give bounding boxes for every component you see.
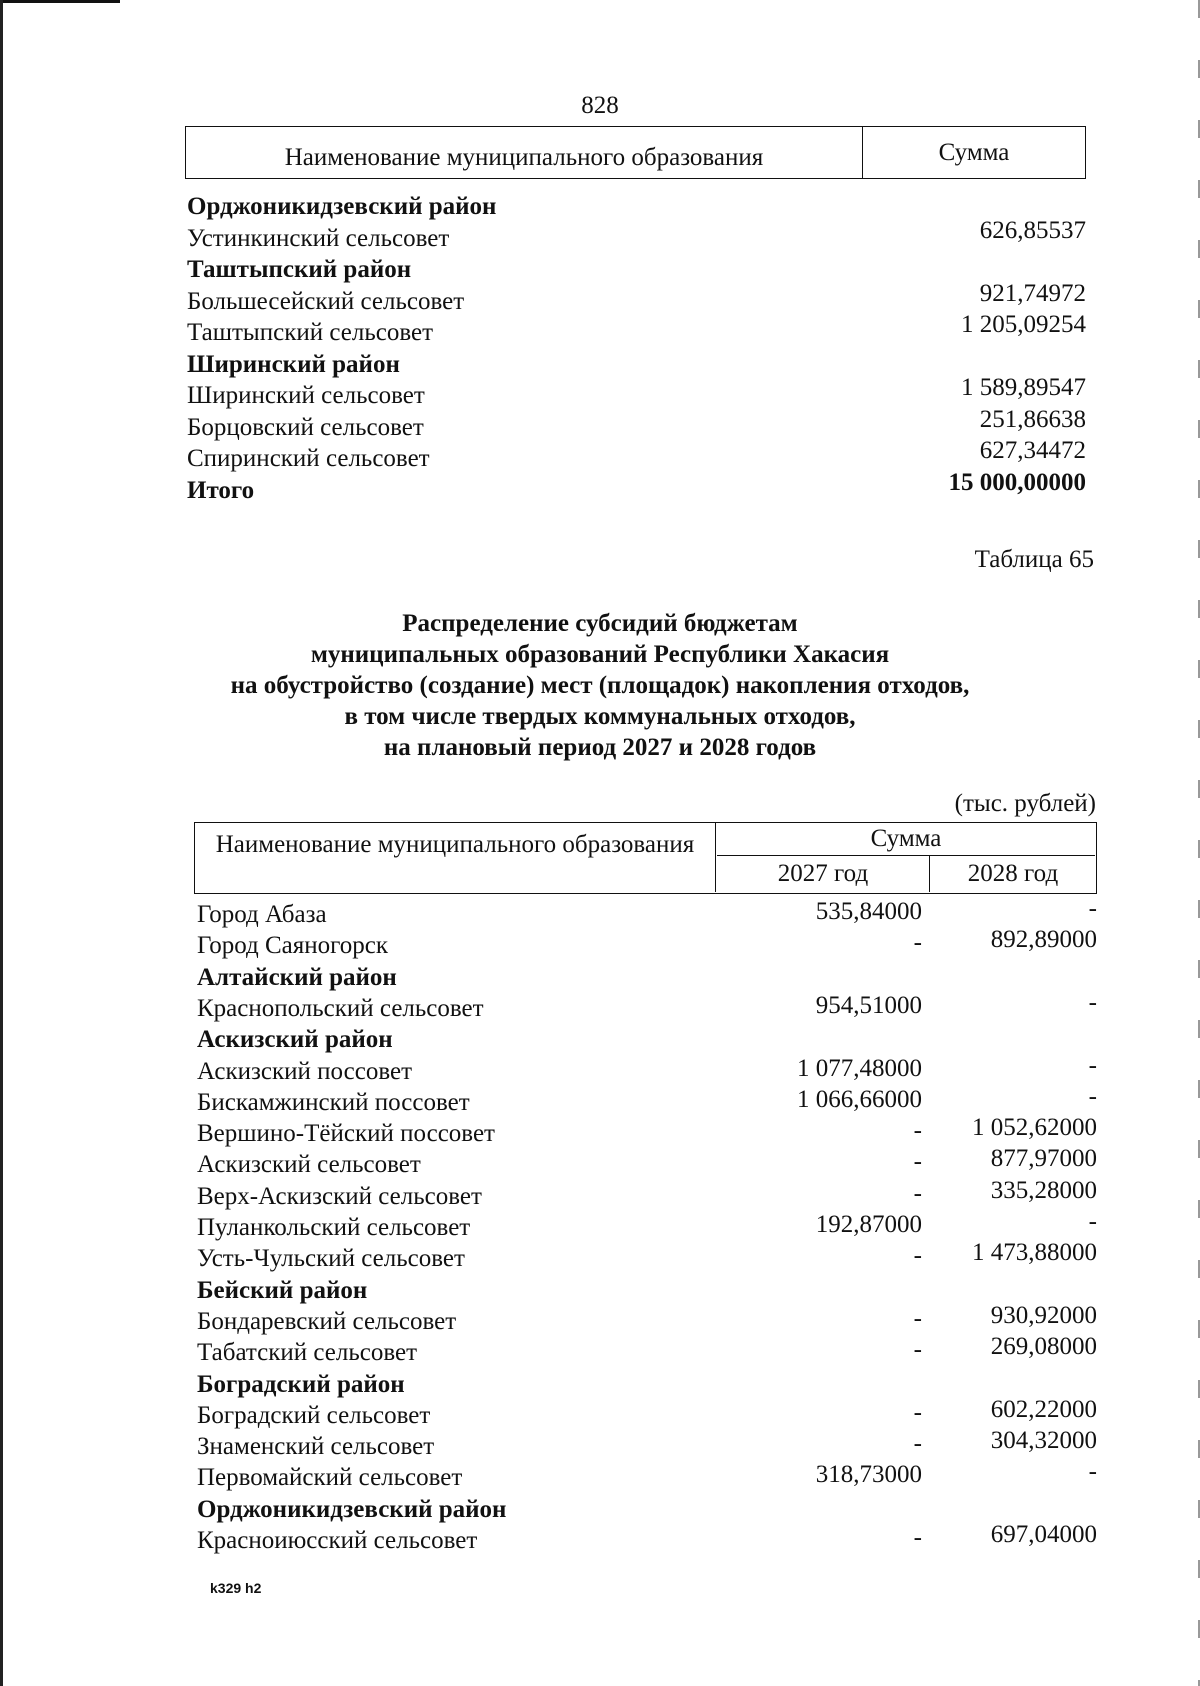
- district-heading: Таштыпский район: [187, 256, 412, 283]
- table2-header-sum: Сумма: [717, 823, 1095, 856]
- table-row-name: Табатский сельсовет: [197, 1339, 418, 1367]
- table-row-name: Борцовский сельсовет: [187, 413, 424, 441]
- table-row-name: Верх-Аскизский сельсовет: [197, 1182, 482, 1210]
- value-2027: 535,84000: [815, 898, 922, 925]
- table-row-name: Вершино-Тёйский поссовет: [197, 1120, 495, 1148]
- district-heading: Алтайский район: [197, 963, 397, 991]
- scan-edge-top: [0, 0, 120, 3]
- value-2027: -: [913, 1117, 922, 1145]
- table-row-name: Бискамжинский поссовет: [197, 1088, 470, 1116]
- table-row-name: Пуланкольский сельсовет: [197, 1214, 471, 1241]
- value-2027: -: [913, 1524, 922, 1551]
- district-heading: Ширинский район: [187, 350, 400, 378]
- value-2028: 892,89000: [990, 926, 1097, 954]
- value-2027: -: [913, 1304, 922, 1332]
- table-row-name: Таштыпский сельсовет: [187, 319, 433, 346]
- table2-header: [194, 822, 1097, 894]
- value-2027: -: [913, 1430, 922, 1458]
- table-row-name: Устинкинский сельсовет: [187, 224, 450, 252]
- table-row-name: Спиринский сельсовет: [187, 445, 430, 472]
- table-row-name: Боградский сельсовет: [197, 1401, 431, 1429]
- district-heading: Итого: [187, 476, 255, 504]
- scan-edge-left: [0, 0, 3, 1686]
- district-heading: Боградский район: [197, 1370, 405, 1398]
- value-2027: -: [913, 1398, 922, 1426]
- table-row-value: 627,34472: [979, 437, 1086, 464]
- value-2028: 1 052,62000: [972, 1114, 1097, 1142]
- value-2028: 304,32000: [990, 1427, 1097, 1455]
- value-2027: 192,87000: [815, 1211, 922, 1238]
- district-heading: Аскизский район: [197, 1026, 393, 1054]
- value-2027: -: [913, 1242, 922, 1270]
- table1-header-sum: Сумма: [938, 138, 1010, 166]
- value-2028: -: [1088, 895, 1097, 922]
- table-label: Таблица 65: [974, 546, 1094, 573]
- table-row-value: 626,85537: [979, 216, 1086, 244]
- title-line: на обустройство (создание) мест (площадок) накопления отходов,: [230, 672, 970, 699]
- value-2027: 1 066,66000: [797, 1085, 922, 1113]
- district-heading: Орджоникидзевский район: [187, 193, 497, 220]
- table-row-name: Знаменский сельсовет: [197, 1433, 435, 1461]
- value-2027: -: [913, 929, 922, 957]
- title-line: на плановый период 2027 и 2028 годов: [383, 734, 817, 761]
- table-row-name: Красноиюсский сельсовет: [197, 1527, 478, 1554]
- table-row-value: 1 589,89547: [961, 374, 1086, 401]
- table-row-name: Аскизский поссовет: [197, 1057, 413, 1085]
- value-2027: -: [913, 1336, 922, 1364]
- value-2028: 697,04000: [990, 1521, 1097, 1548]
- value-2028: 930,92000: [990, 1301, 1097, 1329]
- value-2027: -: [913, 1148, 922, 1176]
- table1-header: [185, 126, 1086, 179]
- title-line: муниципальных образований Республики Хакасия: [310, 641, 890, 668]
- table2-header-name: Наименование муниципального образования: [195, 823, 716, 892]
- title-line: в том числе твердых коммунальных отходов,: [344, 703, 856, 730]
- table1-header-name: Наименование муниципального образования: [186, 127, 863, 178]
- district-heading: Бейский район: [197, 1276, 368, 1304]
- table-title: [0, 608, 1200, 763]
- table-row-name: Большесейский сельсовет: [187, 287, 465, 315]
- value-2028: 335,28000: [990, 1176, 1097, 1204]
- table-row-name: Город Абаза: [197, 901, 327, 928]
- table-row-value: 251,86638: [979, 405, 1086, 433]
- table-row-name: Усть-Чульский сельсовет: [197, 1245, 465, 1273]
- value-2027: 1 077,48000: [797, 1054, 922, 1082]
- units-label: (тыс. рублей): [954, 790, 1096, 817]
- value-2027: 318,73000: [815, 1461, 922, 1489]
- value-2028: -: [1088, 1051, 1097, 1079]
- value-2028: 269,08000: [990, 1333, 1097, 1361]
- table-row-name: Краснопольский сельсовет: [197, 994, 484, 1022]
- table-row-value: 1 205,09254: [961, 311, 1086, 338]
- table-row-name: Первомайский сельсовет: [197, 1464, 463, 1492]
- value-2028: 602,22000: [990, 1395, 1097, 1423]
- value-2028: -: [1088, 1208, 1097, 1235]
- value-2028: -: [1088, 988, 1097, 1016]
- value-2028: 1 473,88000: [972, 1239, 1097, 1267]
- page-number: 828: [581, 92, 619, 119]
- table-row-name: Ширинский сельсовет: [187, 382, 425, 409]
- value-2028: -: [1088, 1458, 1097, 1486]
- table2-header-2027: 2027 год: [717, 856, 930, 892]
- table-row-name: Бондаревский сельсовет: [197, 1307, 457, 1335]
- value-2028: 877,97000: [990, 1145, 1097, 1173]
- value-2027: 954,51000: [815, 991, 922, 1019]
- title-line: Распределение субсидий бюджетам: [402, 610, 798, 637]
- table-row-value: 15 000,00000: [948, 468, 1086, 496]
- table-row-name: Аскизский сельсовет: [197, 1151, 421, 1179]
- table-row-name: Город Саяногорск: [197, 932, 389, 960]
- document-code: k329 h2: [210, 1580, 262, 1596]
- value-2027: -: [913, 1179, 922, 1207]
- value-2028: -: [1088, 1082, 1097, 1110]
- table-row-value: 921,74972: [979, 279, 1086, 307]
- table2-header-2028: 2028 год: [967, 860, 1059, 887]
- district-heading: Орджоникидзевский район: [197, 1495, 507, 1523]
